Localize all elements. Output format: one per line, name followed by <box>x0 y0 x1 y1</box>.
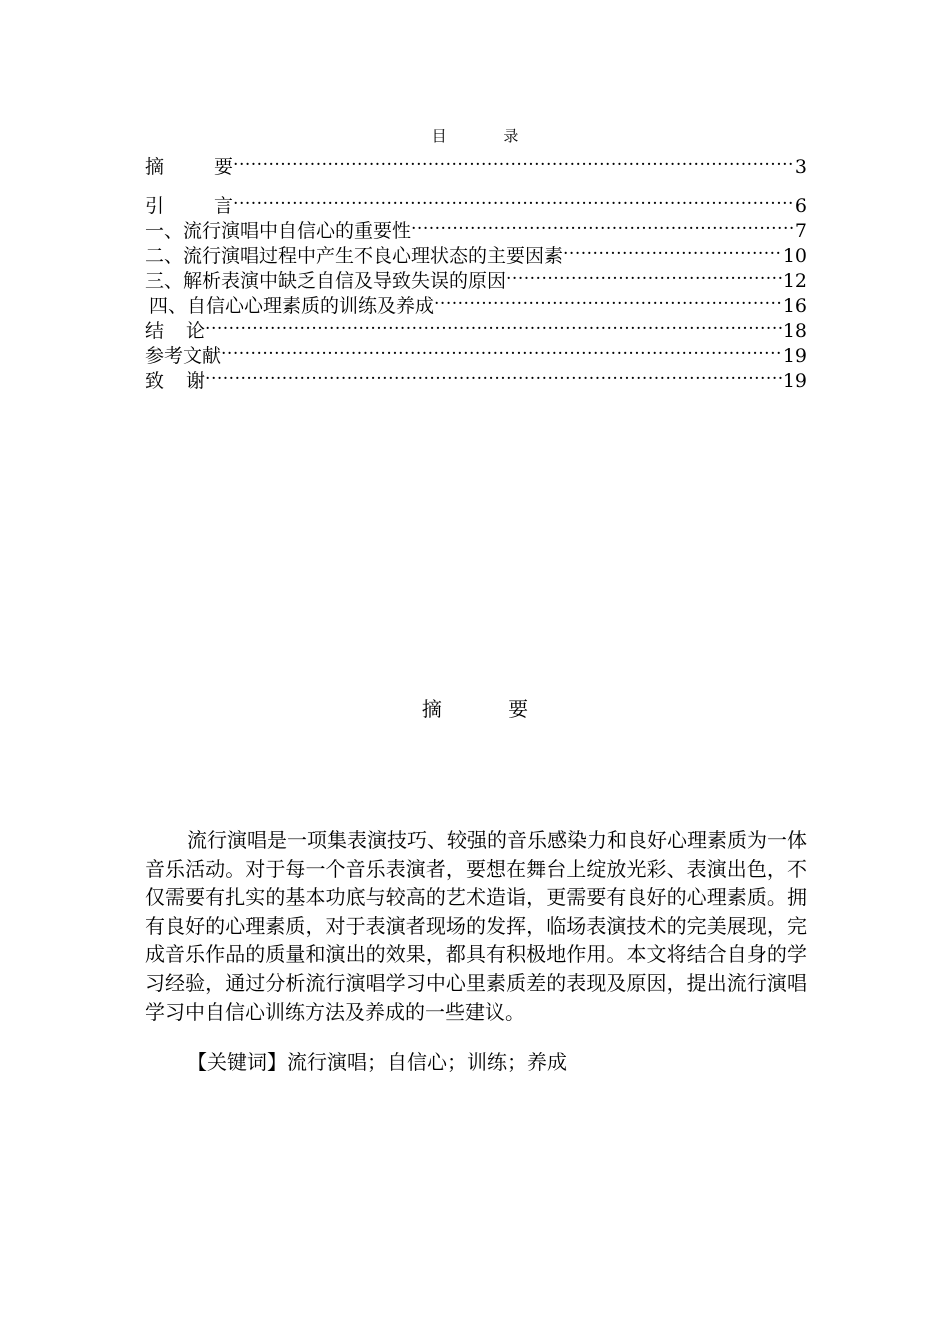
toc-dot-leader <box>411 212 794 237</box>
toc-entry[interactable] <box>145 362 807 392</box>
toc-dot-leader <box>233 148 794 173</box>
toc-dot-leader <box>233 187 794 212</box>
toc-entry-page: 18 <box>782 320 807 342</box>
toc-entry-page: 16 <box>782 295 807 317</box>
toc-entry-label: 摘 要 <box>145 156 256 178</box>
toc-entry-page: 10 <box>782 245 807 267</box>
toc-dot-leader <box>221 337 782 362</box>
toc-dot-leader <box>434 287 782 312</box>
toc-entry-page: 12 <box>782 270 807 292</box>
toc-entry[interactable] <box>145 148 807 178</box>
toc-entry-page: 19 <box>782 370 807 392</box>
table-of-contents <box>145 148 807 392</box>
toc-entry[interactable] <box>145 187 807 217</box>
toc-dot-leader <box>205 362 782 387</box>
toc-entry-label: 二、流行演唱过程中产生不良心理状态的主要因素 <box>145 245 564 267</box>
toc-entry-label: 引 言 <box>145 195 256 217</box>
toc-entry-label: 致 谢 <box>145 370 214 392</box>
toc-entry-label: 一、流行演唱中自信心的重要性 <box>145 220 412 242</box>
toc-dot-leader <box>205 312 782 337</box>
toc-entry-page: 19 <box>782 345 807 367</box>
toc-entry[interactable] <box>145 312 807 342</box>
toc-dot-leader <box>506 262 782 287</box>
toc-entry-label: 参考文献 <box>145 345 222 367</box>
toc-entry-label: 四、自信心心理素质的训练及养成 <box>149 295 435 317</box>
abstract-body: 流行演唱是一项集表演技巧、较强的音乐感染力和良好心理素质为一体音乐活动。对于每一个音乐表演者，要想在舞台上绽放光彩、表演出色，不仅需要有扎实的基本功底与较高的艺术造诣，更需要有良好的心理素质。拥有良好的心理素质，对于表演者现场的发挥，临场表演技术的完美展现，完成音乐作品的质量和演出的效果，都具有积极地作用。本文将结合自身的学习经验，通过分析流行演唱学习中心里素质差的表现及原因，提出流行演唱学习中自信心训练方法及养成的一些建议。 <box>145 828 807 1024</box>
keywords-line: 【关键词】流行演唱；自信心；训练；养成 <box>187 1050 567 1074</box>
toc-entry-page: 6 <box>794 195 807 217</box>
toc-entry[interactable] <box>145 337 807 367</box>
toc-entry-page: 7 <box>794 220 807 242</box>
toc-entry-label: 三、解析表演中缺乏自信及导致失误的原因 <box>145 270 507 292</box>
toc-entry-page: 3 <box>794 156 807 178</box>
toc-dot-leader <box>563 237 782 262</box>
toc-title: 目 录 <box>431 127 545 145</box>
abstract-title: 摘 要 <box>421 697 559 721</box>
toc-entry-label: 结 论 <box>145 320 214 342</box>
